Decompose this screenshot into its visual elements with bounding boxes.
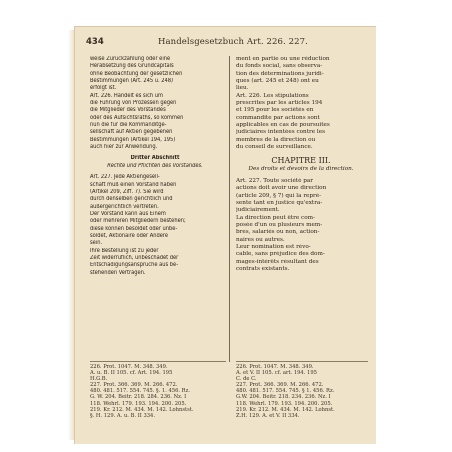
section-title: Dritter Abschnitt	[130, 155, 180, 162]
text-line: naires ou autres.	[236, 236, 285, 243]
german-footnotes	[90, 364, 226, 419]
text-line: oder mehreren Mitgliedern bestehen;	[90, 218, 186, 225]
text-line: commandite par actions sont	[236, 114, 320, 121]
footnote-line: 219. Kr. 212. M. 434. M. 142. Lohnstst.	[90, 406, 194, 413]
section-subtitle: Rechte und Pflichten des Vorstandes.	[107, 162, 203, 169]
text-line: applicables en cas de poursuites	[236, 122, 330, 129]
text-line: Entschädigungsansprüche aus be-	[90, 262, 179, 269]
running-header	[86, 37, 366, 51]
footnote-line: Z.H. 129. A. et V. II 334.	[236, 412, 300, 419]
text-line: Art. 226. Les stipulations	[236, 92, 309, 99]
footnote-line: §. H. 129. A. u. B. II 334.	[90, 412, 156, 419]
german-column	[90, 56, 220, 277]
text-line: sente tant en justice qu'extra-	[236, 199, 323, 206]
text-line: et 195 pour les sociétés en	[236, 107, 314, 114]
text-line: stehenden Verträgen.	[90, 269, 146, 276]
footnote-line: A. et V. II 105. cf. art. 194. 195	[236, 370, 317, 377]
text-line: Herabsetzung des Grundcapitals	[90, 63, 174, 70]
text-line: judiciaires intentées contre les	[236, 129, 326, 136]
text-line: La direction peut être com-	[236, 214, 315, 221]
footnote-line: G. W. 204. Beitr. 218. 284. 236. Nz. I	[90, 394, 187, 401]
text-line: contrats existants.	[236, 265, 290, 272]
text-line: actions doit avoir une direction	[236, 185, 327, 192]
footnote-line: H.G.B.	[90, 376, 108, 383]
french-footnotes	[236, 364, 372, 419]
text-line: Bestimmungen (Artikel 194, 195)	[90, 136, 176, 143]
text-line: du conseil de surveillance.	[236, 144, 313, 151]
footnote-line: A. u. B. II 105. cf. Art. 194. 195	[90, 370, 173, 377]
text-line: mages-intérêts résultant des	[236, 258, 319, 265]
text-line: tion des déterminations juridi-	[236, 70, 324, 77]
footnote-line: 480. 481. 517. 554. 745. § 1. 456. Rz.	[236, 388, 335, 395]
footnote-line: C. de C.	[236, 376, 257, 383]
text-line: Zeit widerruflich, unbeschadet der	[90, 254, 179, 261]
text-line: Art. 227. Jede Aktiengesell-	[90, 174, 160, 181]
text-line: du fonds social, sans observa-	[236, 63, 323, 70]
footnote-line: 219. Kr. 212. M. 434. M. 142. Lohnst.	[236, 406, 335, 413]
footnote-line: 480. 481. 517. 554. 745. §. 1. 456. Rz.	[90, 388, 190, 395]
text-line: lieu.	[236, 85, 249, 92]
footnote-line: G.W. 204. Beitr. 218. 234. 236. Nz. I	[236, 394, 331, 401]
text-line: außergerichtlich vertreten.	[90, 203, 159, 210]
column-divider	[229, 56, 230, 362]
text-line: diese können besoldet oder unbe-	[90, 225, 178, 232]
text-line: Der Vorstand kann aus Einem	[90, 210, 166, 217]
text-line: erfolgt ist.	[90, 85, 117, 92]
text-line: judiciairement.	[236, 207, 280, 214]
text-line: die Mitglieder des Vorstandes	[90, 107, 166, 114]
text-line: nun die für die Kommanditge-	[90, 122, 167, 129]
footnote-line: 227. Prot. 366. 369. M. 266. 472.	[236, 382, 324, 389]
text-line: posée d'un ou plusieurs mem-	[236, 221, 323, 228]
running-title: Handelsgesetzbuch Art. 226. 227.	[158, 37, 308, 47]
text-line: sein.	[90, 240, 103, 247]
text-line: soldet, Aktionaire oder Andere	[90, 232, 168, 239]
text-line: oder des Aufsichtsraths, so kommen	[90, 114, 184, 121]
footnote-line: 226. Prot. 1047. M. 348. 349.	[90, 364, 168, 370]
text-line: sellschaft auf Aktien gegebenen	[90, 129, 173, 136]
text-line: schaft muß einen Vorstand haben	[90, 181, 177, 188]
text-line: bres, salariés ou non, action-	[236, 229, 320, 236]
footnote-rule	[90, 361, 226, 362]
text-line: ment en partie ou une réduction	[236, 56, 330, 62]
text-line: (Artikel 209, Ziff. 7). Sie wird	[90, 188, 164, 195]
text-line: weise Zurückzahlung oder eine	[90, 56, 171, 62]
footnote-line: 118. Wehrl. 179. 193. 194. 200. 205.	[90, 400, 187, 407]
footnote-line: 226. Prot. 1047. M. 348. 349.	[236, 364, 314, 370]
text-line: prescrites par les articles 194	[236, 100, 323, 107]
text-line: Bestimmungen (Art. 245 u. 248)	[90, 78, 173, 85]
chapter-title: CHAPITRE III.	[271, 156, 331, 166]
text-line: Ihre Bestellung ist zu jeder	[90, 247, 159, 254]
text-line: auch hier zur Anwendung.	[90, 144, 158, 151]
french-column	[236, 56, 366, 273]
text-line: membres de la direction ou	[236, 136, 316, 143]
text-line: ques (art. 245 et 248) ont eu	[236, 78, 319, 85]
text-line: durch denselben gerichtlich und	[90, 196, 173, 203]
text-line: die Führung von Prozessen gegen	[90, 100, 177, 107]
text-line: (article 209, § 7) qui la repré-	[236, 192, 322, 199]
text-line: Art. 226. Handelt es sich um	[90, 92, 163, 99]
footnote-line: 118. Wehrl. 179. 193. 194. 200. 205.	[236, 400, 333, 407]
text-line: cable, sans préjudice des dom-	[236, 251, 325, 258]
text-line: Leur nomination est révo-	[236, 243, 311, 250]
footnote-line: 227. Prot. 366. 369. M. 266. 472.	[90, 382, 178, 389]
text-line: ohne Beobachtung der gesetzlichen	[90, 70, 183, 77]
text-line: Art. 227. Toute société par	[236, 177, 314, 184]
chapter-subtitle: Des droits et devoirs de la direction.	[248, 166, 354, 173]
page-number: 434	[86, 37, 104, 47]
footnote-rule	[236, 361, 368, 362]
